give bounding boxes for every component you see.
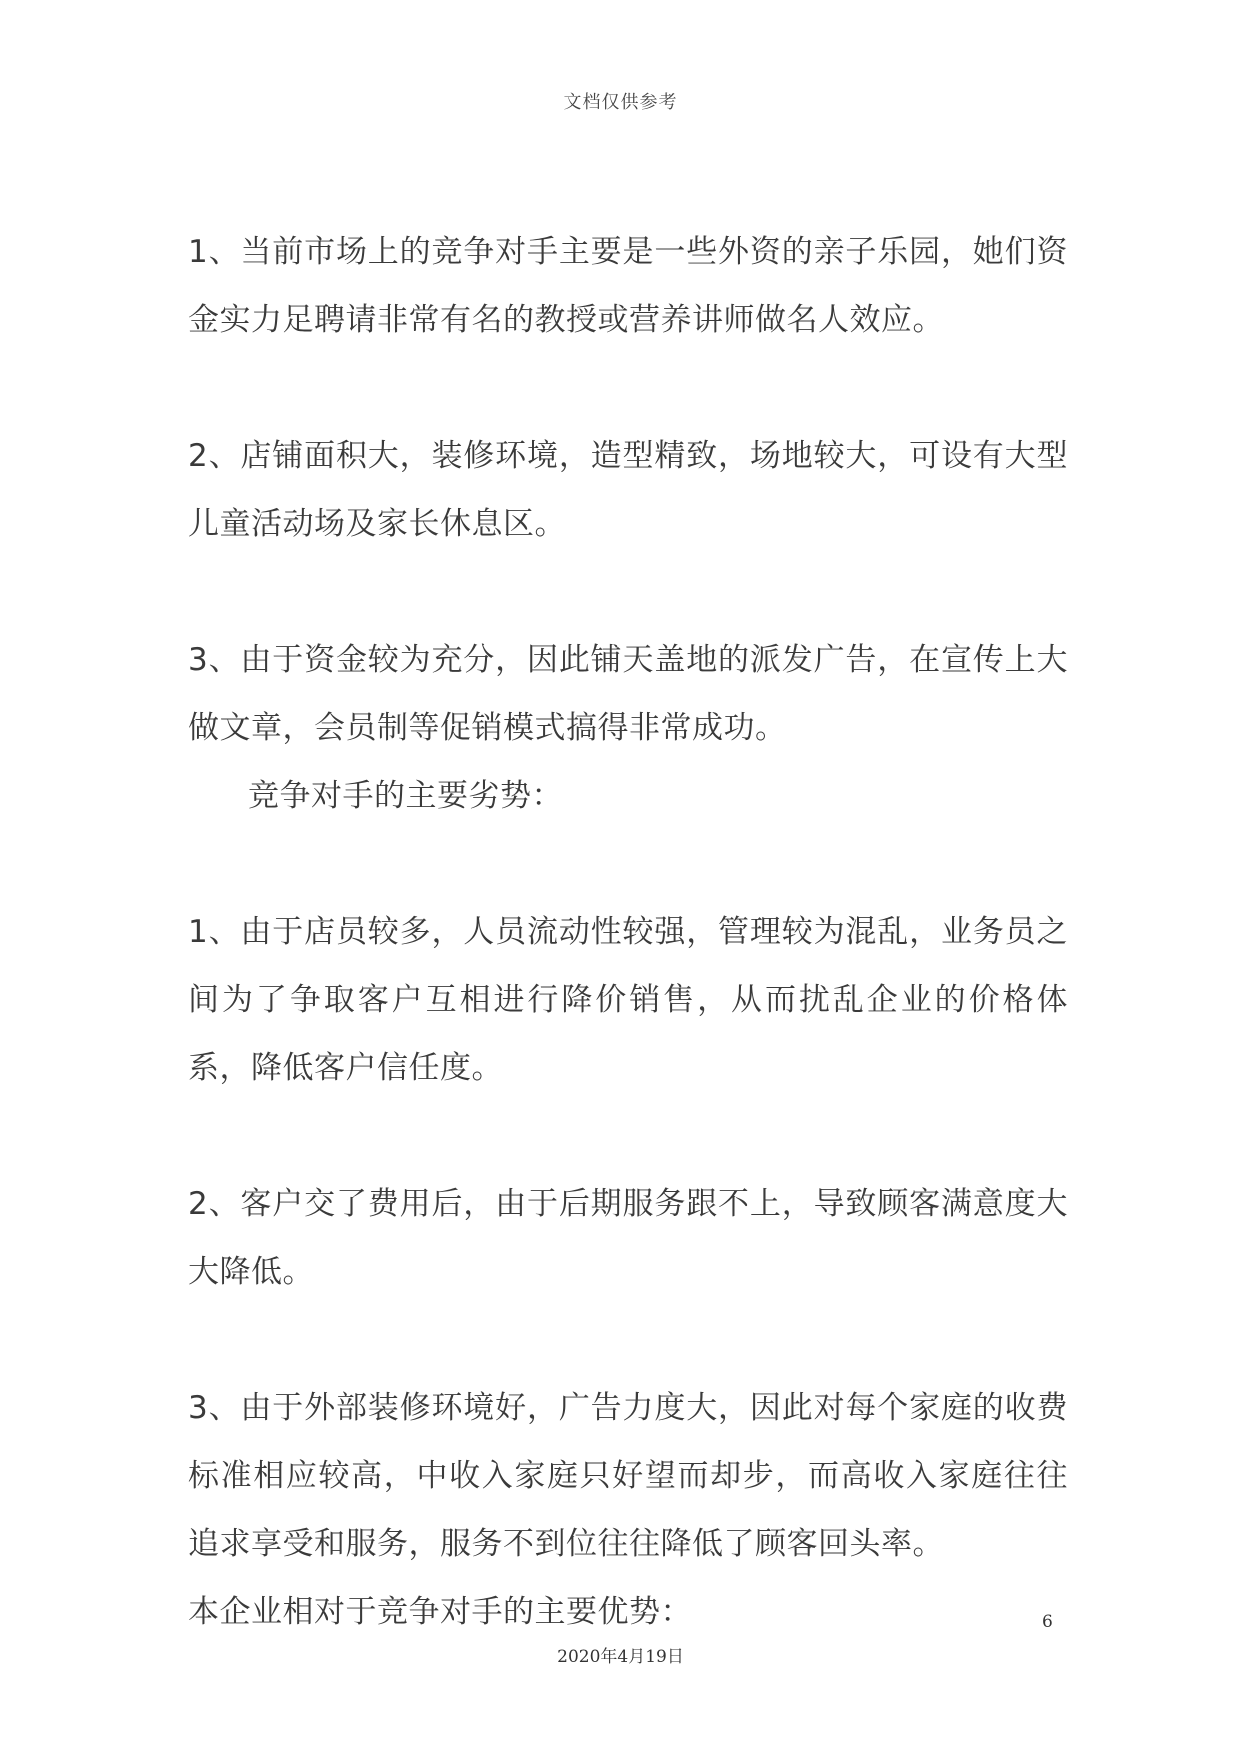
strength-paragraph-3: 3、由于资金较为充分，因此铺天盖地的派发广告，在宣传上大做文章，会员制等促销模式搞得非常成功。 (188, 642, 1068, 746)
strength-paragraph-2: 2、店铺面积大，装修环境，造型精致，场地较大，可设有大型儿童活动场及家长休息区。 (188, 438, 1068, 542)
weakness-paragraph-1: 1、由于店员较多，人员流动性较强，管理较为混乱，业务员之间为了争取客户互相进行降价销售，从而扰乱企业的价格体系，降低客户信任度。 (188, 914, 1068, 1086)
weakness-paragraph-2: 2、客户交了费用后，由于后期服务跟不上，导致顾客满意度大大降低。 (188, 1186, 1068, 1290)
page-footer-date: 2020年4月19日 (557, 1647, 684, 1667)
paragraph-spacer (188, 830, 1068, 898)
page-number: 6 (1042, 1612, 1053, 1632)
page-header: 文档仅供参考 (563, 92, 678, 113)
weakness-heading: 竞争对手的主要劣势： (248, 778, 563, 814)
paragraph-spacer (188, 1102, 1068, 1170)
paragraph-spacer (188, 558, 1068, 626)
document-body (188, 218, 1068, 1646)
weakness-paragraph-3: 3、由于外部装修环境好，广告力度大，因此对每个家庭的收费标准相应较高，中收入家庭只好望而却步，而高收入家庭往往追求享受和服务，服务不到位往往降低了顾客回头率。 (188, 1390, 1068, 1562)
paragraph-spacer (188, 1306, 1068, 1374)
advantage-heading: 本企业相对于竞争对手的主要优势： (188, 1594, 692, 1630)
paragraph-spacer (188, 354, 1068, 422)
strength-paragraph-1: 1、当前市场上的竞争对手主要是一些外资的亲子乐园，她们资金实力足聘请非常有名的教授或营养讲师做名人效应。 (188, 234, 1068, 338)
